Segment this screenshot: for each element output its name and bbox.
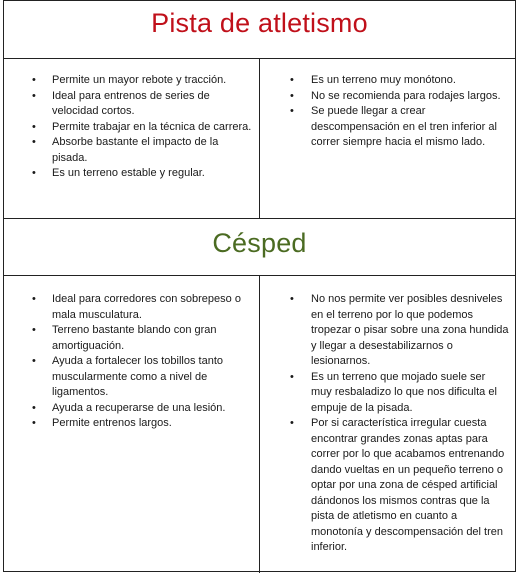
list-item [4, 323, 259, 354]
bullet-icon: • [32, 401, 36, 414]
section-title-row-track [4, 1, 515, 59]
list-item-text: Es un terreno estable y regular. [52, 167, 205, 179]
cons-cell-grass [260, 276, 515, 573]
section-title-grass: Césped [212, 227, 307, 258]
bullet-icon: • [32, 74, 36, 86]
bullet-icon: • [290, 105, 294, 117]
list-item-text: Permite trabajar en la técnica de carrera. [52, 120, 252, 133]
list-item [4, 120, 259, 136]
section-content-row-grass [4, 276, 515, 573]
list-item-text: Se puede llegar a crear descompensación en el tren inferior al correr siempre hacia el mismo lado. [311, 105, 497, 148]
bullet-icon: • [290, 74, 294, 86]
list-item [4, 73, 259, 89]
pros-list-grass [4, 276, 259, 432]
list-item [4, 292, 259, 323]
list-item-text: Terreno bastante blando con gran amortiguación. [52, 324, 217, 352]
bullet-icon: • [32, 293, 36, 305]
list-item [4, 401, 259, 417]
list-item [260, 104, 515, 151]
list-item [260, 416, 515, 556]
list-item [4, 416, 259, 432]
list-item-text: Ayuda a recuperarse de una lesión. [52, 401, 226, 414]
list-item-text: Permite entrenos largos. [52, 417, 172, 429]
list-item [4, 166, 259, 182]
list-item-text: Ayuda a fortalecer los tobillos tanto muscularmente como a nivel de ligamentos. [52, 355, 224, 398]
list-item-text: No se recomienda para rodajes largos. [311, 89, 501, 102]
list-item [260, 292, 515, 370]
cons-cell-track [260, 59, 515, 218]
list-item [260, 73, 515, 89]
list-item-text: Por si característica irregular cuesta encontrar grandes zonas aptas para correr por lo que acabamos entrenando dando vueltas en un pequeño terreno o optar por una zona de césped artificial dándonos los mismos contras que la pista de atletismo en cuanto a monotonía y descompensación del tren inferior. [311, 417, 505, 553]
bullet-icon: • [290, 89, 294, 102]
bullet-icon: • [290, 417, 294, 429]
bullet-icon: • [290, 293, 294, 305]
list-item-text: Ideal para entrenos de series de velocidad cortos. [52, 89, 210, 117]
list-item-text: Es un terreno muy monótono. [311, 74, 456, 86]
bullet-icon: • [32, 120, 36, 133]
bullet-icon: • [290, 370, 294, 383]
cons-list-track [260, 59, 515, 151]
section-title-track: Pista de atletismo [151, 8, 368, 38]
cons-list-grass [260, 276, 515, 556]
list-item [4, 354, 259, 401]
list-item-text: Permite un mayor rebote y tracción. [52, 74, 227, 86]
section-content-row-track [4, 59, 515, 219]
pros-list-track [4, 59, 259, 182]
list-item [260, 89, 515, 105]
list-item-text: Es un terreno que mojado suele ser muy resbaladizo lo que nos dificulta el empuje de la pisada. [311, 370, 497, 414]
pros-cell-grass [4, 276, 260, 573]
pros-cell-track [4, 59, 260, 218]
list-item-text: No nos permite ver posibles desniveles en el terreno por lo que podemos tropezar o pisar sobre una zona hundida y llegar a desestabilizarnos o lesionarnos. [311, 293, 509, 367]
bullet-icon: • [32, 89, 36, 102]
comparison-table [3, 0, 516, 572]
bullet-icon: • [32, 167, 36, 179]
list-item [4, 89, 259, 120]
list-item-text: Absorbe bastante el impacto de la pisada. [52, 136, 219, 164]
list-item [260, 370, 515, 417]
section-title-row-grass [4, 219, 515, 276]
bullet-icon: • [32, 355, 36, 367]
list-item-text: Ideal para corredores con sobrepeso o mala musculatura. [52, 293, 241, 321]
bullet-icon: • [32, 417, 36, 429]
bullet-icon: • [32, 136, 36, 148]
list-item [4, 135, 259, 166]
bullet-icon: • [32, 324, 36, 336]
